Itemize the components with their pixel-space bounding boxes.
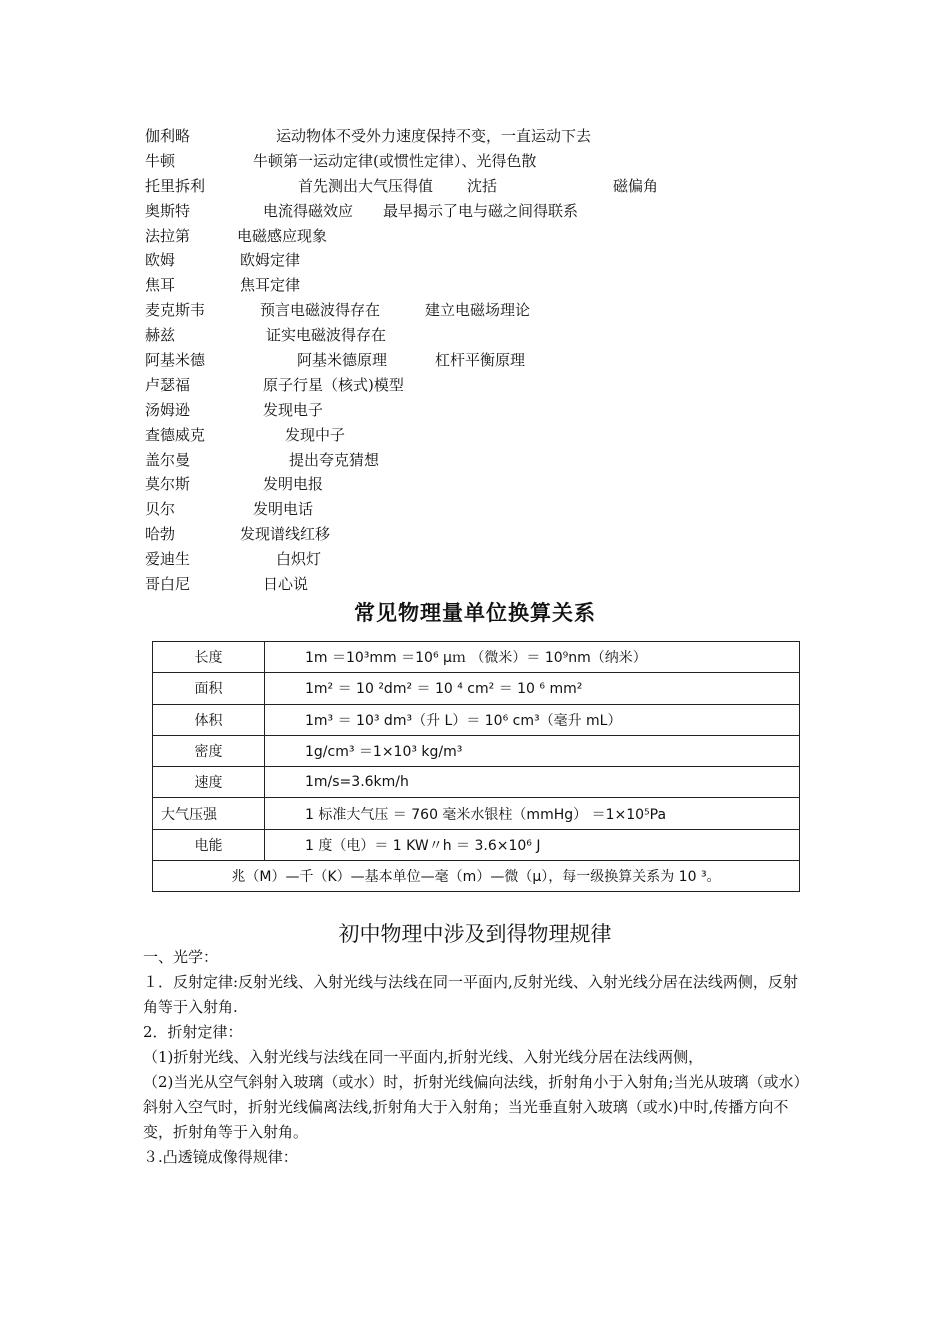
table-row	[153, 735, 800, 766]
scientist-name: 牛顿	[145, 151, 176, 170]
scientist-row	[145, 348, 825, 373]
quantity-label: 长度	[153, 642, 265, 673]
scientist-row	[145, 174, 825, 199]
table-row	[153, 642, 800, 673]
scientist-contribution: 欧姆定律	[240, 251, 301, 270]
quantity-label: 密度	[153, 735, 265, 766]
quantity-label: 大气压强	[153, 798, 265, 829]
scientist-row	[145, 547, 825, 572]
scientist-contribution: 发明电话	[253, 500, 314, 519]
conversion-value: 1m/s=3.6km/h	[265, 767, 800, 798]
scientist-contribution: 首先测出大气压得值	[298, 176, 434, 195]
scientist-name: 麦克斯韦	[145, 301, 206, 320]
scientist-contribution: 沈括	[467, 176, 498, 195]
scientist-contribution: 发现谱线红移	[240, 525, 331, 544]
scientist-name: 盖尔曼	[145, 450, 191, 469]
scientist-row	[145, 224, 825, 249]
scientist-name: 托里拆利	[145, 176, 206, 195]
scientist-contribution: 阿基米德原理	[297, 351, 388, 370]
section-heading: 一、光学：	[143, 948, 219, 966]
scientist-row	[145, 298, 825, 323]
scientist-name: 卢瑟福	[145, 375, 191, 394]
table-row	[153, 673, 800, 704]
quantity-label: 速度	[153, 767, 265, 798]
scientist-contribution: 电流得磁效应	[263, 201, 354, 220]
quantity-label: 电能	[153, 829, 265, 860]
scientist-name: 赫兹	[145, 326, 176, 345]
scientist-contribution: 运动物体不受外力速度保持不变，一直运动下去	[276, 127, 592, 145]
units-table-title: 常见物理量单位换算关系	[354, 601, 596, 625]
prefix-footer: 兆（M）—千（K）—基本单位—毫（m）—微（μ），每一级换算关系为 10 ³。	[153, 861, 800, 892]
scientist-contribution: 最早揭示了电与磁之间得联系	[383, 201, 579, 220]
scientist-contribution: 证实电磁波得存在	[266, 326, 387, 345]
table-row	[153, 767, 800, 798]
paragraph: ３.凸透镜成像得规律：	[143, 1148, 298, 1166]
scientist-contribution: 杠杆平衡原理	[435, 351, 526, 370]
scientist-name: 汤姆逊	[145, 400, 191, 419]
scientist-contribution: 建立电磁场理论	[425, 301, 531, 320]
paragraph: （1)折射光线、入射光线与法线在同一平面内,折射光线、入射光线分居在法线两侧，	[143, 1048, 704, 1066]
scientist-contribution: 提出夸克猜想	[289, 450, 380, 469]
scientist-name: 欧姆	[145, 251, 176, 270]
scientist-row	[145, 149, 825, 174]
paragraph: （2)当光从空气斜射入玻璃（或水）时，折射光线偏向法线，折射角小于入射角;当光从玻璃（或水）斜射入空气时，折射光线偏离法线,折射角大于入射角；当光垂直射入玻璃（或水)中时,传播方向不变，折射角等于入射角。	[143, 1073, 809, 1141]
scientist-name: 爱迪生	[145, 550, 191, 569]
conversion-value: 1 标准大气压 ＝ 760 毫米水银柱（mmHg） ＝1×10⁵Pa	[265, 798, 800, 829]
scientist-contribution: 发现电子	[263, 400, 324, 419]
unit-conversion-table	[152, 641, 800, 892]
scientist-contribution: 牛顿第一运动定律(或惯性定律）、光得色散	[253, 151, 537, 170]
scientist-row	[145, 373, 825, 398]
scientist-row	[145, 273, 825, 298]
scientist-contribution: 日心说	[263, 575, 309, 594]
scientist-name: 查德威克	[145, 425, 206, 444]
scientist-name: 奥斯特	[145, 201, 191, 220]
quantity-label: 体积	[153, 704, 265, 735]
scientist-contribution: 发明电报	[263, 475, 324, 494]
table-row	[153, 798, 800, 829]
conversion-value: 1m³ ＝ 10³ dm³（升 L）＝ 10⁶ cm³（毫升 mL）	[265, 704, 800, 735]
scientist-name: 焦耳	[145, 276, 176, 295]
scientist-row	[145, 472, 825, 497]
scientist-row	[145, 398, 825, 423]
laws-body	[143, 945, 809, 1170]
scientist-contribution: 白炽灯	[276, 550, 322, 569]
scientist-row	[145, 423, 825, 448]
scientist-contribution: 发现中子	[285, 425, 346, 444]
table-row	[153, 704, 800, 735]
quantity-label: 面积	[153, 673, 265, 704]
scientist-contribution: 磁偏角	[613, 176, 659, 195]
paragraph: １．反射定律:反射光线、入射光线与法线在同一平面内,反射光线、入射光线分居在法线两侧，反射角等于入射角.	[143, 973, 798, 1016]
scientist-name: 莫尔斯	[145, 475, 191, 494]
scientist-row	[145, 199, 825, 224]
conversion-value: 1g/cm³ ＝1×10³ kg/m³	[265, 735, 800, 766]
scientist-name: 伽利略	[145, 127, 191, 145]
laws-section-title: 初中物理中涉及到得物理规律	[338, 922, 612, 946]
conversion-value: 1m² ＝ 10 ²dm² ＝ 10 ⁴ cm² ＝ 10 ⁶ mm²	[265, 673, 800, 704]
scientist-contribution: 原子行星（核式)模型	[263, 375, 404, 394]
scientist-row	[145, 248, 825, 273]
scientist-row	[145, 497, 825, 522]
table-row	[153, 861, 800, 892]
paragraph: 2．折射定律：	[143, 1023, 243, 1041]
scientist-row	[145, 522, 825, 547]
scientist-row	[145, 323, 825, 348]
conversion-value: 1 度（电）＝ 1 KW〃h ＝ 3.6×10⁶ J	[265, 829, 800, 860]
scientist-name: 哥白尼	[145, 575, 191, 594]
scientist-contribution: 预言电磁波得存在	[260, 301, 381, 320]
conversion-value: 1m ＝10³mm ＝10⁶ μｍ （微米）＝ 10⁹nm（纳米）	[265, 642, 800, 673]
scientist-name: 贝尔	[145, 500, 176, 519]
scientist-contribution: 焦耳定律	[240, 276, 301, 295]
scientist-name: 阿基米德	[145, 351, 206, 370]
scientist-list	[145, 124, 825, 597]
scientist-row	[145, 572, 825, 597]
scientist-row	[145, 124, 825, 149]
table-row	[153, 829, 800, 860]
scientist-name: 法拉第	[145, 226, 191, 245]
scientist-name: 哈勃	[145, 525, 176, 544]
scientist-row	[145, 448, 825, 473]
scientist-contribution: 电磁感应现象	[237, 226, 328, 245]
